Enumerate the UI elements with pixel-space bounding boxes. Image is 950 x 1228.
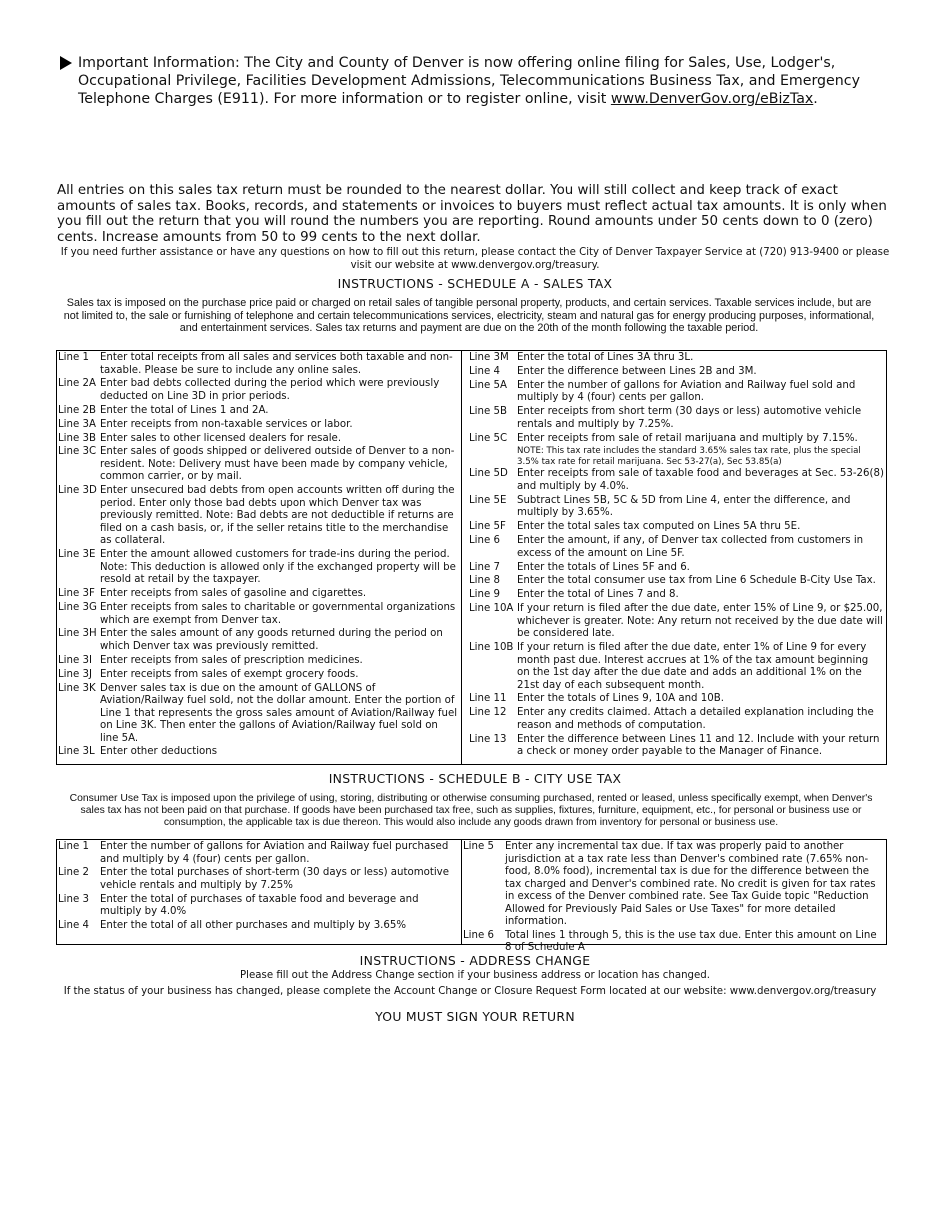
line-label: Line 3A: [58, 418, 96, 430]
line-instruction-text: Enter receipts from sale of retail marijuana and multiply by 7.15%.: [517, 432, 858, 444]
line-label: Line 3G: [58, 602, 97, 614]
line-instruction: [517, 380, 884, 405]
line-instruction: [517, 603, 884, 641]
line-label: Line 10A: [469, 603, 514, 615]
line-instruction-text: Enter receipts from sales of exempt grocery foods.: [100, 668, 359, 680]
instruction-row: [469, 468, 884, 493]
instruction-row: [58, 602, 458, 627]
line-instruction: [100, 588, 458, 601]
line-label: Line 7: [469, 561, 500, 573]
line-instruction: [100, 669, 458, 682]
line-instruction: [517, 468, 884, 493]
line-instruction-text: Enter the total of all other purchases and multiply by 3.65%: [100, 920, 407, 932]
line-label: Line 3I: [58, 654, 92, 666]
line-instruction: [100, 683, 458, 746]
line-instruction: [517, 693, 884, 706]
line-instruction-text: Enter receipts from sales of gasoline and cigarettes.: [100, 588, 367, 600]
line-instruction: [517, 521, 884, 534]
line-instruction-text: Enter receipts from sale of taxable food and beverages at Sec. 53-26(8) and multiply by 4.0%.: [517, 468, 884, 492]
instruction-row: [469, 575, 884, 588]
line-label: Line 10B: [469, 642, 514, 654]
line-label: Line 12: [469, 707, 507, 719]
line-label: Line 9: [469, 589, 500, 601]
rounding-instructions: All entries on this sales tax return must be rounded to the nearest dollar. You will still collect and keep track of exact amounts of sales tax. Books, records, and statements or invoices to buyers must reflect actual tax amounts. It is only when you fill out the return that you will round the numbers you are reporting. Round amounts under 50 cents down to 0 (zero) cents. Increase amounts from 50 to 99 cents to the next dollar.: [57, 183, 887, 245]
line-label: Line 1: [58, 352, 89, 363]
line-instruction-text: Enter any incremental tax due. If tax was properly paid to another jurisdiction at a tax rate less than Denver's combined rate (7.65% non-food, 8.0% food), incremental tax is due for the difference between the tax charged and Denver's combined rate. No credit is given for tax rates in excess of the Denver combined rate. See Tax Guide topic "Reduction Allowed for Previously Paid Sales or Use Taxes" for more detailed information.: [505, 841, 876, 927]
instruction-row: [469, 589, 884, 602]
instruction-row: [58, 588, 458, 601]
line-instruction-text: Enter receipts from short term (30 days or less) automotive vehicle rentals and multiply by 7.25%.: [517, 406, 862, 430]
instruction-row: [469, 603, 884, 641]
line-instruction: [100, 446, 458, 484]
instruction-row: [469, 734, 884, 759]
line-instruction-text: Enter receipts from non-taxable services or labor.: [100, 418, 353, 430]
line-instruction: [100, 867, 458, 892]
line-instruction: [505, 841, 884, 929]
line-instruction: [517, 575, 884, 588]
schedule-a-heading: INSTRUCTIONS - SCHEDULE A - SALES TAX: [337, 276, 613, 291]
instruction-row: [58, 746, 458, 759]
instruction-row: [58, 867, 458, 892]
instruction-row: [469, 380, 884, 405]
line-instruction: [100, 655, 458, 668]
line-instruction: [517, 433, 884, 468]
schedule-b-right-column: [463, 840, 884, 954]
address-change-heading: INSTRUCTIONS - ADDRESS CHANGE: [359, 953, 591, 968]
line-instruction-text: Enter the number of gallons for Aviation and Railway fuel purchased and multiply by 4 (four) cents per gallon.: [100, 841, 449, 865]
instruction-row: [463, 841, 884, 929]
line-label: Line 2A: [58, 378, 96, 390]
line-instruction: [517, 535, 884, 560]
line-instruction-text: Enter sales of goods shipped or delivered outside of Denver to a non-resident. Note: Delivery must have been made by company vehicle, common carrier, or by mail.: [100, 446, 455, 483]
instruction-row: [469, 642, 884, 692]
line-instruction-text: Enter the sales amount of any goods returned during the period on which Denver tax was previously remitted.: [100, 628, 443, 652]
line-instruction-text: Enter the total of Lines 3A thru 3L.: [517, 352, 694, 363]
line-instruction-text: Enter any credits claimed. Attach a detailed explanation including the reason and methods of computation.: [517, 707, 874, 731]
line-instruction: [100, 746, 458, 759]
schedule-b-instructions-box: [56, 839, 887, 954]
line-instruction: [517, 734, 884, 759]
line-label: Line 3H: [58, 628, 97, 640]
line-label: Line 3E: [58, 549, 96, 561]
line-label: Line 5E: [469, 494, 507, 506]
instruction-row: [58, 405, 458, 418]
line-label: Line 3B: [58, 432, 96, 444]
line-instruction: [100, 841, 458, 866]
instruction-row: [469, 433, 884, 468]
instruction-row: [58, 419, 458, 432]
line-instruction-text: Enter receipts from sales of prescription medicines.: [100, 654, 363, 666]
line-instruction: [100, 549, 458, 587]
line-instruction: [100, 602, 458, 627]
line-instruction: [505, 930, 884, 955]
line-label: Line 3C: [58, 446, 97, 458]
line-instruction: [517, 707, 884, 732]
line-label: Line 4: [469, 365, 500, 377]
line-instruction-text: Enter the totals of Lines 9, 10A and 10B.: [517, 693, 724, 705]
line-instruction: [100, 419, 458, 432]
instruction-row: [469, 495, 884, 520]
line-instruction: [517, 366, 884, 379]
line-instruction-text: Enter the difference between Lines 2B and 3M.: [517, 365, 757, 377]
instruction-row: [469, 707, 884, 732]
sign-return-notice: YOU MUST SIGN YOUR RETURN: [375, 1009, 575, 1024]
line-instruction-text: Subtract Lines 5B, 5C & 5D from Line 4, enter the difference, and multiply by 3.65%.: [517, 494, 851, 519]
line-label: Line 6: [469, 535, 500, 547]
line-label: Line 5C: [469, 432, 508, 444]
instruction-row: [469, 562, 884, 575]
instruction-row: [58, 841, 458, 866]
line-label: Line 3J: [58, 668, 92, 680]
line-instruction-text: If your return is filed after the due date, enter 1% of Line 9 for every month past due. Interest accrues at 1% of the tax amount beginning on the 1st day after the due date and adds an additional 1% on the 21st day of each subsequent month.: [517, 642, 869, 691]
line-label: Line 3: [58, 893, 89, 905]
line-label: Line 3K: [58, 682, 96, 694]
line-instruction: [100, 628, 458, 653]
line-instruction-text: Enter the total sales tax computed on Lines 5A thru 5E.: [517, 521, 801, 533]
arrow-bullet-icon: [60, 56, 72, 70]
schedule-a-right-column: [469, 351, 884, 764]
ebiztax-link[interactable]: www.DenverGov.org/eBizTax: [610, 91, 814, 107]
schedule-a-intro: Sales tax is imposed on the purchase price paid or charged on retail sales of tangible personal property, products, and certain services. Taxable services include, but are not limited to, the sale or furnishing of telephone and certain telecommunications services, electricity, steam and natural gas for energy producing purposes, informational, and entertainment services. Sales tax returns and payment are due on the 20th of the month following the taxable period.: [63, 297, 875, 335]
line-label: Line 6: [463, 929, 494, 941]
instruction-row: [58, 446, 458, 484]
instruction-row: [58, 433, 458, 446]
line-instruction-text: Enter other deductions: [100, 746, 218, 758]
instruction-row: [58, 549, 458, 587]
line-instruction-text: Enter the number of gallons for Aviation and Railway fuel sold and multiply by 4 (four) cents per gallon.: [517, 379, 856, 404]
schedule-b-left-column: [58, 840, 458, 944]
line-instruction-text: Enter the total of Lines 1 and 2A.: [100, 404, 269, 416]
instruction-row: [469, 366, 884, 379]
line-instruction-text: Enter total receipts from all sales and services both taxable and non-taxable. Please be sure to include any online sales.: [100, 352, 453, 376]
important-information: Important Information: The City and County of Denver is now offering online filing for Sales, Use, Lodger's, Occupational Privilege, Facilities Development Admissions, Telecommunications Business Tax, and Emergency Telephone Charges (E911). For more information or to register online, visit www.DenverGov.org/eBizTax.: [60, 54, 870, 108]
schedule-a-instructions-box: [56, 350, 887, 765]
line-instruction-text: Enter sales to other licensed dealers for resale.: [100, 432, 342, 444]
line-instruction-text: If your return is filed after the due date, enter 15% of Line 9, or $25.00, whichever is greater. Note: Any return not received by the due date will be considered late.: [517, 603, 883, 640]
important-text: Important Information: The City and County of Denver is now offering online filing for Sales, Use, Lodger's, Occupational Privilege, Facilities Development Admissions, Telecommunications Business Tax, and Emergency Telephone Charges (E911). For more information or to register online, visit: [78, 55, 860, 107]
instruction-row: [58, 683, 458, 746]
line-label: Line 5D: [469, 468, 508, 480]
line-instruction-text: Enter the total of Lines 7 and 8.: [517, 589, 679, 601]
line-label: Line 13: [469, 733, 507, 745]
instruction-row: [469, 406, 884, 431]
line-instruction: [517, 642, 884, 692]
line-instruction-text: Enter unsecured bad debts from open accounts written off during the period. Enter only those bad debts upon which Denver tax was previously remitted. Note: Bad debts are not deductible if returns are filed on a cash basis, or, if the seller retains title to the merchandise as collateral.: [100, 485, 455, 547]
line-label: Line 5: [463, 841, 494, 852]
address-change-note: Please fill out the Address Change section if your business address or location has changed.: [240, 970, 710, 981]
instruction-row: [469, 535, 884, 560]
line-label: Line 5F: [469, 521, 506, 533]
line-label: Line 1: [58, 841, 89, 852]
instruction-row: [463, 930, 884, 955]
line-label: Line 3D: [58, 485, 97, 497]
line-instruction-text: Enter the totals of Lines 5F and 6.: [517, 561, 690, 573]
line-instruction-text: Enter receipts from sales to charitable or governmental organizations which are exempt from Denver tax.: [100, 602, 456, 626]
line-instruction: [100, 433, 458, 446]
line-instruction: [517, 562, 884, 575]
line-label: Line 11: [469, 693, 507, 705]
instruction-row: [58, 920, 458, 933]
instruction-row: [469, 352, 884, 365]
instruction-row: [58, 378, 458, 403]
account-change-note: If the status of your business has changed, please complete the Account Change or Closure Request Form located at our website: www.denvergov.org/treasury: [63, 986, 877, 997]
column-divider: [461, 351, 462, 764]
instruction-row: [58, 655, 458, 668]
line-instruction: [100, 352, 458, 377]
line-label: Line 5A: [469, 379, 507, 391]
line-instruction-text: Total lines 1 through 5, this is the use tax due. Enter this amount on Line 8 of Schedule A: [505, 929, 877, 954]
instruction-row: [58, 894, 458, 919]
instruction-row: [58, 352, 458, 377]
instruction-row: [58, 669, 458, 682]
line-label: Line 5B: [469, 406, 507, 418]
line-label: Line 3F: [58, 588, 95, 600]
line-instruction: [100, 485, 458, 548]
line-instruction: [517, 495, 884, 520]
line-instruction-text: Enter the amount, if any, of Denver tax collected from customers in excess of the amount on Line 5F.: [517, 535, 864, 559]
line-note: NOTE: This tax rate includes the standard 3.65% sales tax rate, plus the special 3.5% tax rate for retail marijuana. Sec 53-27(a), Sec 53.85(a): [517, 446, 861, 467]
line-instruction: [100, 894, 458, 919]
line-instruction-text: Enter the difference between Lines 11 and 12. Include with your return a check or money order payable to the Manager of Finance.: [517, 733, 880, 758]
line-label: Line 2: [58, 867, 89, 879]
line-instruction-text: Enter the total purchases of short-term (30 days or less) automotive vehicle rentals and multiply by 7.25%: [100, 867, 449, 891]
line-instruction-text: Enter the amount allowed customers for trade-ins during the period. Note: This deduction is allowed only if the exchanged property will be resold at retail by the taxpayer.: [100, 549, 456, 586]
schedule-b-intro: Consumer Use Tax is imposed upon the privilege of using, storing, distributing or otherwise consuming purchased, rented or leased, unless specifically exempt, when Denver's sales tax has not been paid on that purchase. If goods have been purchased tax free, such as supplies, fixtures, furniture, equipment, etc., for personal or business use or consumption, the applicable tax is due thereon. This would also include any goods drawn from inventory for personal or business use.: [69, 793, 873, 828]
line-instruction-text: Denver sales tax is due on the amount of GALLONS of Aviation/Railway fuel sold, not the dollar amount. Enter the portion of Line 1 that represents the gross sales amount of Aviation/Railway fuel on Line 3K. Then enter the gallons of Aviation/Railway fuel sold on line 5A.: [100, 682, 458, 744]
assistance-note: If you need further assistance or have any questions on how to fill out this return, please contact the City of Denver Taxpayer Service at (720) 913-9400 or please visit our website at www.denvergov.org/treasury.: [60, 247, 890, 271]
line-label: Line 8: [469, 575, 500, 587]
line-instruction: [100, 920, 458, 933]
line-instruction: [100, 405, 458, 418]
line-label: Line 3M: [469, 352, 509, 363]
line-instruction: [517, 589, 884, 602]
instruction-row: [469, 693, 884, 706]
line-label: Line 4: [58, 920, 89, 932]
line-label: Line 3L: [58, 746, 95, 758]
line-instruction: [100, 378, 458, 403]
line-instruction-text: Enter the total of purchases of taxable food and beverage and multiply by 4.0%: [100, 893, 419, 918]
line-instruction-text: Enter bad debts collected during the period which were previously deducted on Line 3D in prior periods.: [100, 378, 440, 402]
line-instruction-text: Enter the total consumer use tax from Line 6 Schedule B-City Use Tax.: [517, 575, 876, 587]
line-instruction: [517, 406, 884, 431]
instruction-row: [58, 628, 458, 653]
schedule-b-heading: INSTRUCTIONS - SCHEDULE B - CITY USE TAX: [328, 771, 622, 786]
line-label: Line 2B: [58, 404, 96, 416]
instruction-row: [469, 521, 884, 534]
schedule-a-left-column: [58, 351, 458, 764]
line-instruction: [517, 352, 884, 365]
instruction-row: [58, 485, 458, 548]
column-divider: [461, 840, 462, 944]
